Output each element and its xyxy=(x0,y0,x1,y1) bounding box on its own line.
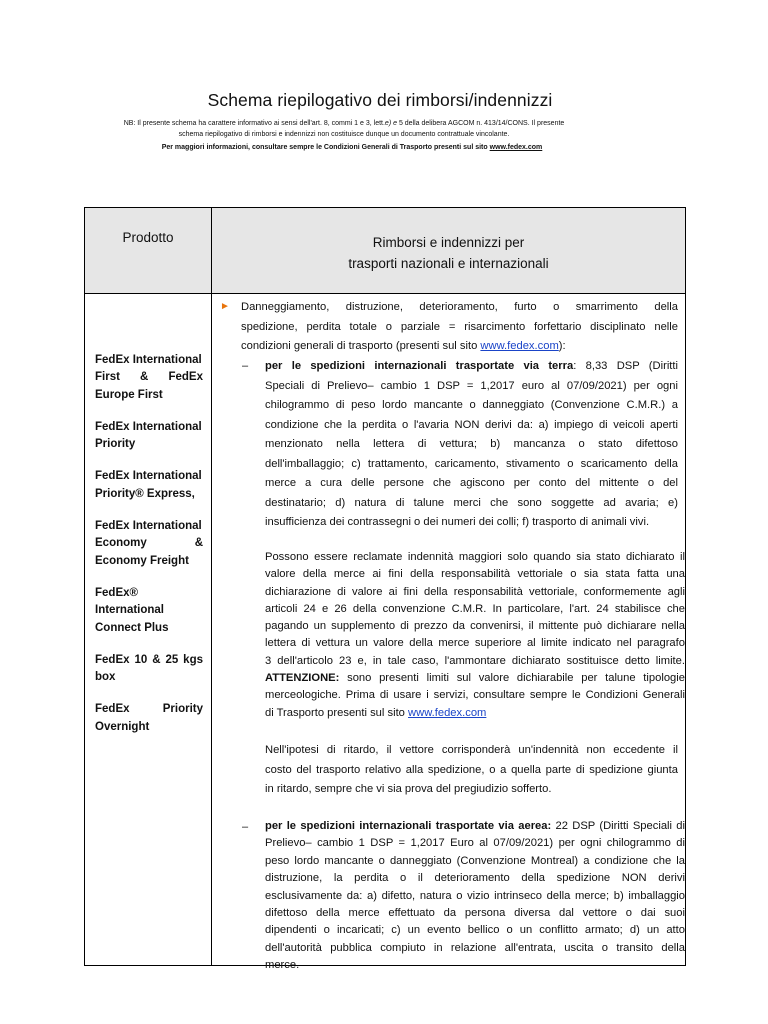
product-line: Priority® Express, xyxy=(95,487,195,500)
text-line: insufficienza dei contrassegni o dei numeri dei colli; f) trasporto di animali vivi. xyxy=(265,516,650,528)
product-line: FedEx International xyxy=(95,520,202,533)
text-line: dell'imballaggio; c) trattamento, caricamento, stivamento o scaricamento della xyxy=(265,457,678,470)
product-line: FedEx International xyxy=(95,354,202,366)
delay-paragraph xyxy=(265,741,678,800)
text-line: lettera di vettura un valore della merce superiore al limite indicato nel paragrafo xyxy=(265,637,685,650)
page-title-text: Schema riepilogativo dei rimborsi/indennizzi xyxy=(207,90,553,110)
product-list xyxy=(95,352,203,751)
product-item xyxy=(95,701,203,736)
text-line: condizione che la perdita o l'avaria NON derivi da: a) impiego di veicoli aperti xyxy=(265,418,678,431)
page-title xyxy=(0,90,686,111)
nb-line2: schema riepilogativo di rimborsi e indennizzi non costituisce dunque un documento contrattuale vincolante. xyxy=(178,131,510,138)
intro-text: condizioni generali di trasporto (presenti sul sito xyxy=(241,340,481,352)
text-line: dipendenti o incaricati; c) un evento bellico o un conflitto armato; d) un atto xyxy=(265,924,685,937)
terra-paragraph xyxy=(265,357,678,533)
intro-paragraph xyxy=(241,298,678,357)
info-link[interactable]: www.fedex.com xyxy=(489,144,543,151)
text-line: Prelievo– cambio 1 DSP = 1,2017 Euro al 07/09/2021) per ogni chilogrammo di xyxy=(265,837,685,850)
product-item xyxy=(95,518,203,570)
attention-label: ATTENZIONE: xyxy=(265,672,340,685)
product-line: FedEx International xyxy=(95,470,202,483)
text-line: spedizione, perdita totale o parziale = risarcimento forfettario disciplinato nelle xyxy=(241,320,678,333)
product-line: Overnight xyxy=(95,720,150,733)
product-line: box xyxy=(95,671,116,684)
header-rimborsi-line2: trasporti nazionali e internazionali xyxy=(348,256,549,271)
fedex-link[interactable]: www.fedex.com xyxy=(408,706,487,719)
text-line: pagando un supplemento di prezzo da convenirsi, il mittente può dichiarare nella xyxy=(265,620,685,633)
product-line: Economy Freight xyxy=(95,554,189,567)
text-line: costo del trasporto relativo alla spedizione, o a quella parte di spedizione giunta xyxy=(265,763,678,776)
text-line: articoli 24 e 26 della convenzione C.M.R. In particolare, l'art. 24 stabilisce che xyxy=(265,602,685,615)
arrow-bullet-icon: ► xyxy=(220,301,230,312)
text-line: distruzione, la perdita o il deterioramento della spedizione NON derivi xyxy=(265,872,685,885)
text-line: chilogrammo di peso lordo mancante o danneggiato (Convenzione C.M.R.) a xyxy=(265,399,678,411)
text-line: Danneggiamento, distruzione, deterioramento, furto o smarrimento della xyxy=(241,301,678,313)
product-line: Priority xyxy=(95,438,136,451)
terra-text: : 8,33 DSP (Diritti xyxy=(573,360,679,372)
text-line: in ritardo, sempre che vi sia prova del pregiudizio sofferto. xyxy=(265,783,552,795)
text-line: Speciali di Prelievo– cambio 1 DSP = 1,2017 euro al 07/09/2021) per ogni xyxy=(265,379,678,392)
text-line: 3 dell'articolo 23 e, in tale caso, l'ammontare dichiarato sostituisce detto limite. xyxy=(265,654,685,667)
text-line: dell'autorità pubblica compiuto in relazione all'entrata, uscita o transito della xyxy=(265,941,685,954)
declared-text: di Trasporto presenti sul sito xyxy=(265,706,409,719)
product-line: FedEx International xyxy=(95,420,202,433)
nb-suffix: 5 della delibera AGCOM n. 413/14/CONS. Il presente xyxy=(398,120,565,127)
text-line: esclusivamente da: a) difetto, natura o vizio intrinseco della merce; b) imballaggio xyxy=(265,889,685,902)
nb-prefix: NB: Il presente schema ha carattere informativo ai sensi dell'art. 8, commi 1 e 3, lett. xyxy=(123,120,385,127)
product-line: International xyxy=(95,604,165,617)
text-line: valore della merce ai fini della responsabilità vettoriale o sia stata fatta una xyxy=(265,568,685,581)
text-line xyxy=(265,670,685,687)
info-text: Per maggiori informazioni, consultare sempre le Condizioni Generali di Trasporto presenti sul sito xyxy=(161,144,488,151)
text-line: merce a cura delle persone che agiscono per conto del mittente o del xyxy=(265,477,678,489)
text-line xyxy=(241,337,678,357)
header-rimborsi xyxy=(212,232,685,274)
text-line: dichiarazione di valore ai fini della responsabilità vettoriale, conformemente agli xyxy=(265,585,685,598)
text-line: peso lordo mancante o danneggiato (Convenzione Montreal) a condizione che la xyxy=(265,854,685,867)
text-line: destinatario; d) natura di talune merci che sono soggette ad avaria; e) xyxy=(265,496,678,509)
text-line: merce. xyxy=(265,959,300,972)
product-line: Connect Plus xyxy=(95,621,169,634)
text-line: difettoso della merce effettuato da persona diversa dal vettore o dai suoi xyxy=(265,907,685,920)
aerea-heading: per le spedizioni internazionali trasportate via aerea: xyxy=(265,820,552,832)
column-divider xyxy=(211,208,212,965)
intro-text: ): xyxy=(558,340,566,352)
nb-note xyxy=(94,118,594,140)
text-line: merceologiche. Prima di usare i servizi, consultare sempre le Condizioni Generali xyxy=(265,689,685,702)
dash-bullet: – xyxy=(242,821,249,833)
header-rimborsi-line1: Rimborsi e indennizzi per xyxy=(372,235,525,250)
product-line: Economy & xyxy=(95,537,203,550)
info-note xyxy=(94,144,610,151)
product-item xyxy=(95,468,203,503)
text-line xyxy=(265,357,678,377)
product-item xyxy=(95,419,203,454)
nb-italic: e) e xyxy=(384,120,397,127)
product-line: FedEx Priority xyxy=(95,703,203,716)
terra-heading: per le spedizioni internazionali trasportate via terra xyxy=(265,360,574,372)
product-line: FedEx® xyxy=(95,586,138,599)
fedex-link[interactable]: www.fedex.com xyxy=(480,340,559,352)
product-item xyxy=(95,352,203,404)
text-line: menzionato nella lettera di vettura; b) mancanza o stato difettoso xyxy=(265,438,678,450)
refund-table xyxy=(84,207,686,972)
product-line: First & FedEx xyxy=(95,371,203,384)
product-line: Europe First xyxy=(95,388,163,401)
text-line xyxy=(265,705,685,722)
dash-bullet: – xyxy=(242,360,249,372)
text-line xyxy=(265,818,685,835)
aerea-paragraph xyxy=(265,818,685,975)
text-line: Possono essere reclamate indennità maggiori solo quando sia stato dichiarato il xyxy=(265,551,685,563)
product-item xyxy=(95,585,203,637)
aerea-text: 22 DSP (Diritti Speciali di xyxy=(551,820,686,832)
header-prodotto: Prodotto xyxy=(122,230,174,245)
declared-value-paragraph xyxy=(265,549,685,722)
text-line: Nell'ipotesi di ritardo, il vettore corrisponderà un'indennità non eccedente il xyxy=(265,744,678,756)
product-line: FedEx 10 & 25 kgs xyxy=(95,653,203,666)
attention-text: sono presenti limiti sul valore dichiarabile per talune tipologie xyxy=(339,672,685,685)
product-item xyxy=(95,652,203,687)
